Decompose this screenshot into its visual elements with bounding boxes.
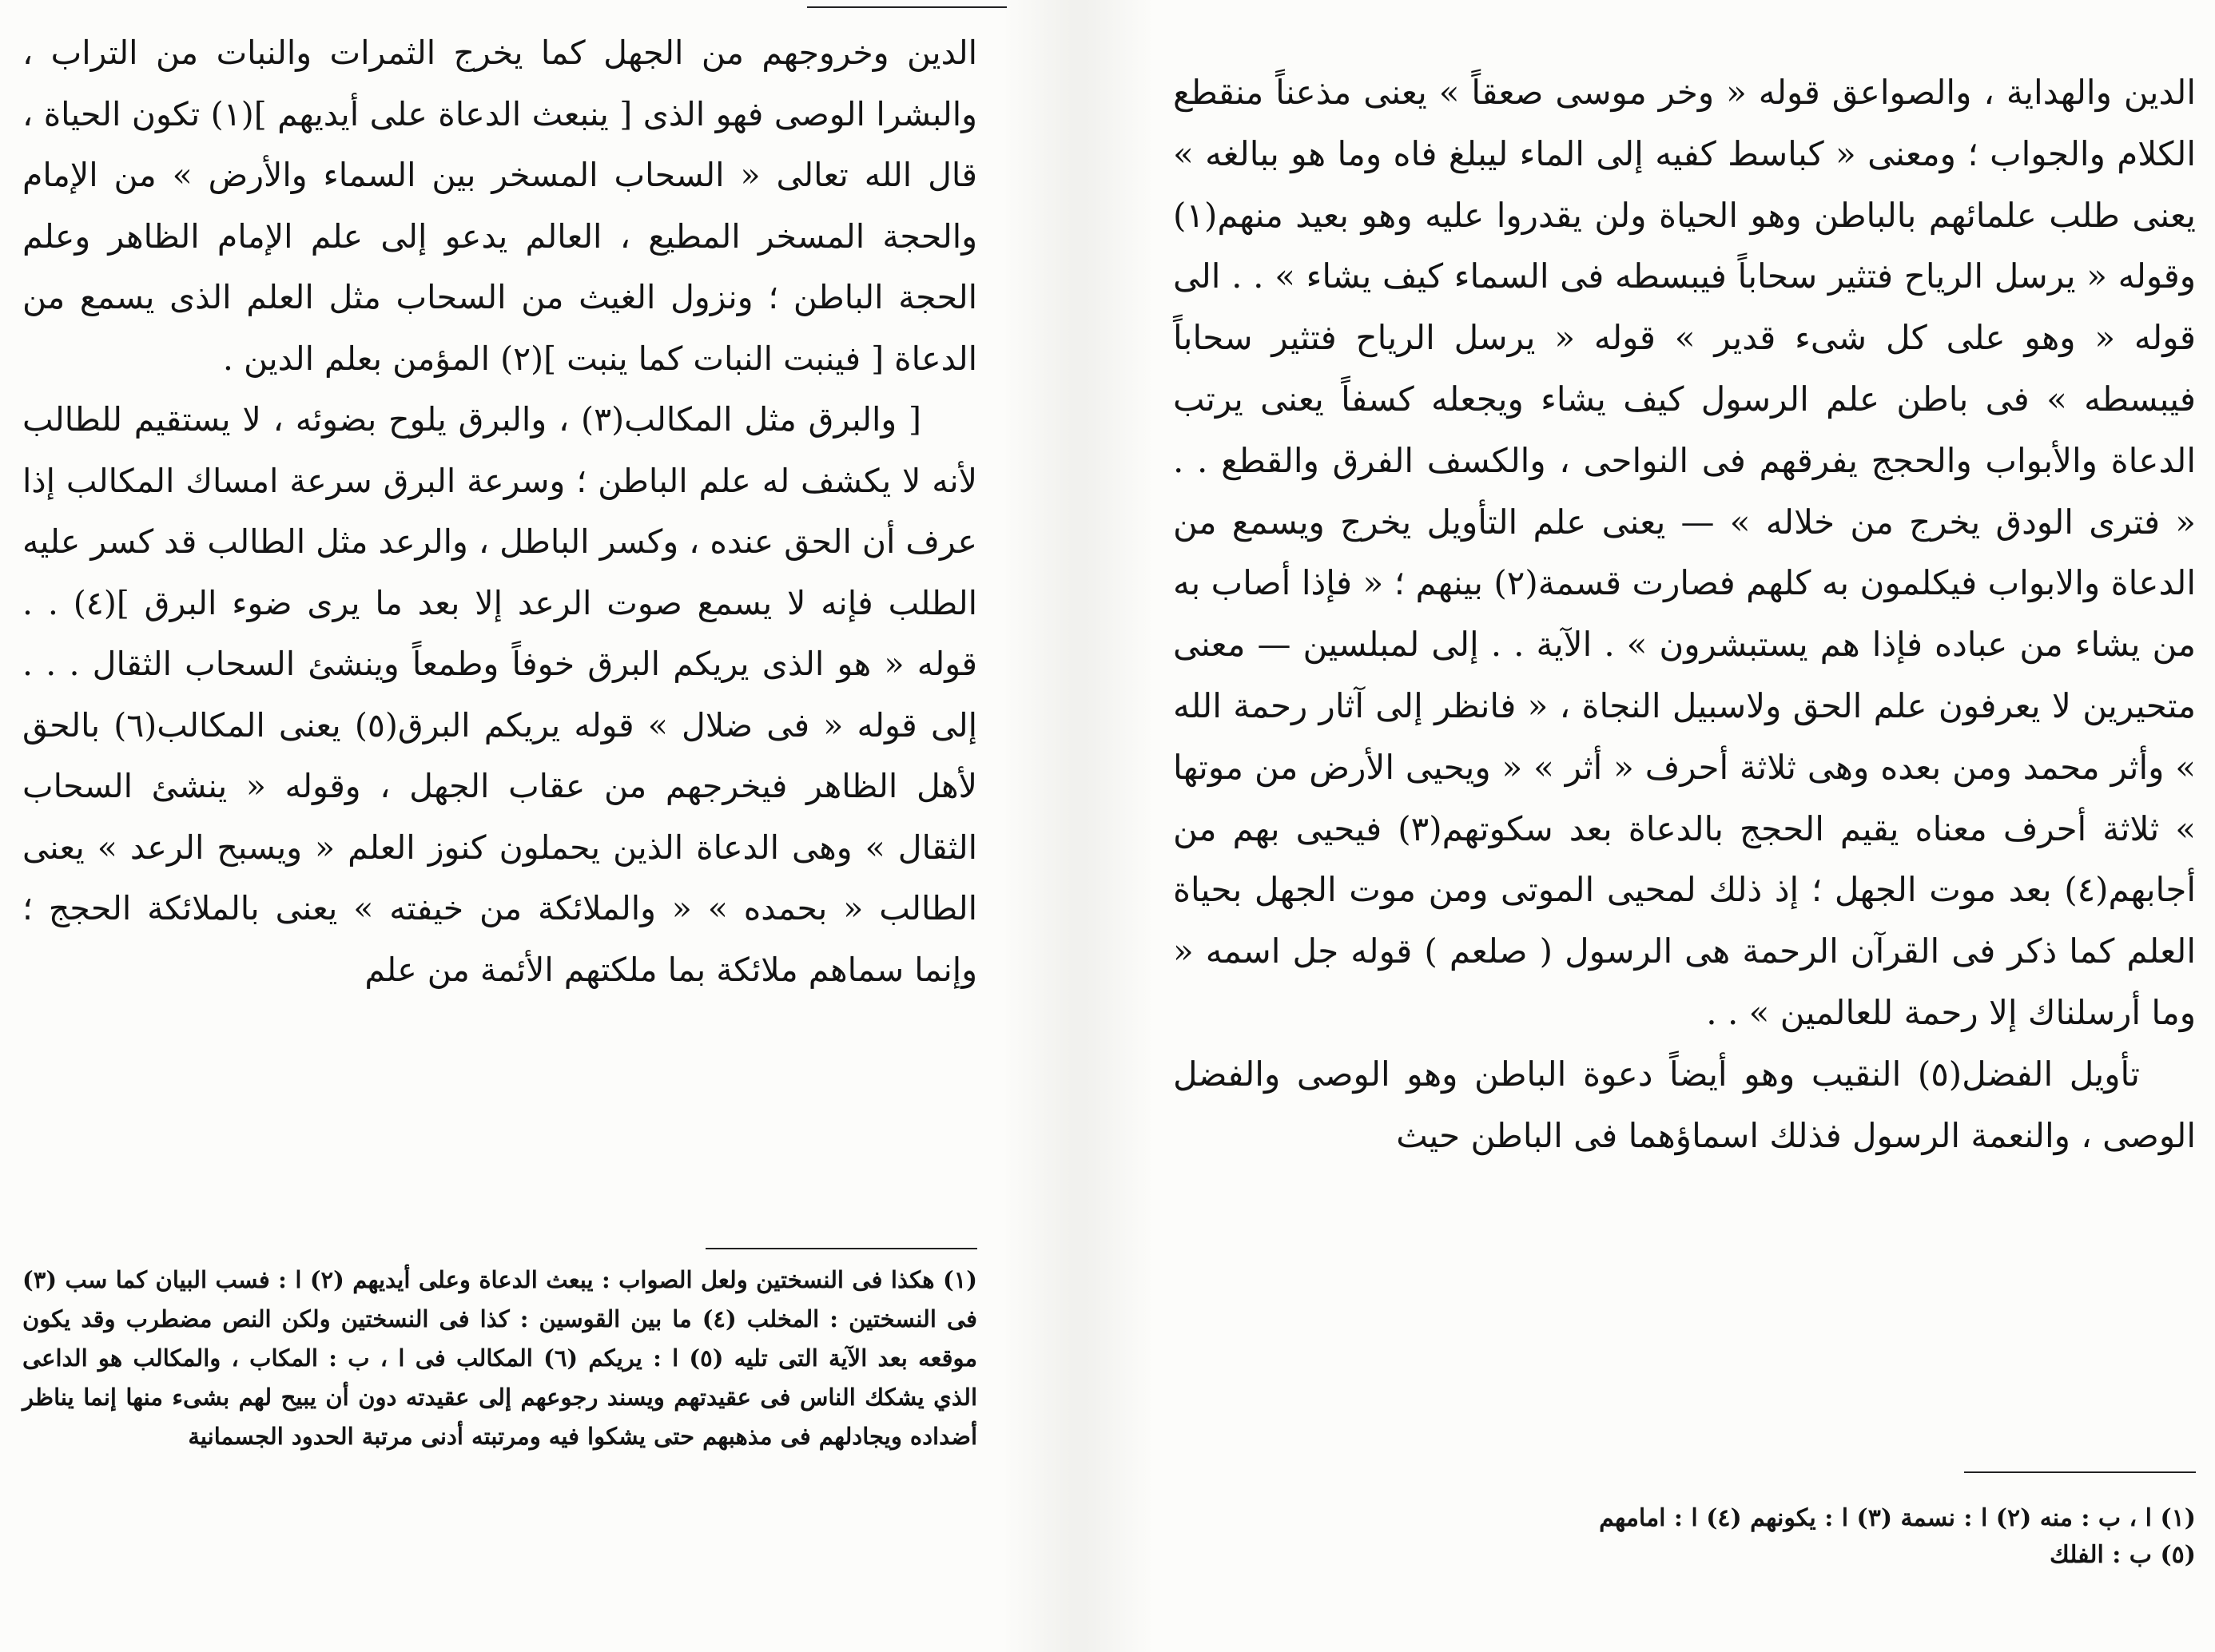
right-footnote-rule	[1964, 1471, 2196, 1473]
right-paragraph-2: تأويل الفضل(٥) النقيب وهو أيضاً دعوة الباطن وهو الوصى والفضل الوصى ، والنعمة الرسول فذلك اسماؤهما فى الباطن حيث	[1173, 1054, 2196, 1155]
right-paragraph-1: الدين والهداية ، والصواعق قوله « وخر موسى صعقاً » يعنى مذعناً منقطع الكلام والجواب ؛ ومعنى « كباسط كفيه إلى الماء ليبلغ فاه وما هو ببالغه » يعنى طلب علمائهم بالباطن وهو الحياة ولن يقدروا عليه وهو بعيد منهم(١) وقوله « يرسل الرياح فتثير سحاباً فيبسطه فى السماء كيف يشاء » . . الى قوله « وهو على كل شىء قدير » قوله « يرسل الرياح فتثير سحاباً فيبسطه » فى باطن علم الرسول كيف يشاء ويجعله كسفاً يعنى يرتب الدعاة والأبواب والحجج يفرقهم فى النواحى ، والكسف الفرق والقطع . . « فترى الودق يخرج من خلاله » — يعنى علم التأويل يخرج ويسمع من الدعاة والابواب فيكلمون به كلهم فصارت قسمة(٢) بينهم ؛ « فإذا أصاب به من يشاء من عباده فإذا هم يستبشرون » . الآية . . إلى لمبلسين — معنى متحيرين لا يعرفون علم الحق ولاسبيل النجاة ، « فانظر إلى آثار رحمة الله » وأثر محمد ومن بعده وهى ثلاثة أحرف « أثر » « ويحيى الأرض من موتها » ثلاثة أحرف معناه يقيم الحجج بالدعاة بعد سكوتهم(٣) فيحيى بهم من أجابهم(٤) بعد موت الجهل ؛ إذ ذلك لمحيى الموتى ومن موت الجهل بحياة العلم كما ذكر فى القرآن الرحمة هى الرسول ( صلعم ) قوله جل اسمه « وما أرسلناك إلا رحمة للعالمين » . .	[1173, 73, 2197, 1032]
right-footnote-line-2: (٥) ب : الفلك	[2049, 1541, 2196, 1569]
left-paragraph-2: [ والبرق مثل المكالب(٣) ، والبرق يلوح بضوئه ، لا يستقيم للطالب لأنه لا يكشف له علم الباطن ؛ وسرعة البرق سرعة امساك المكالب إذا عرف أن الحق عنده ، وكسر الباطل ، والرعد مثل الطالب قد كسر عليه الطلب فإنه لا يسمع صوت الرعد إلا بعد ما يرى ضوء البرق ](٤) . . قوله « هو الذى يريكم البرق خوفاً وطمعاً وينشئ السحاب الثقال . . . إلى قوله « فى ضلال » قوله يريكم البرق(٥) يعنى المكالب(٦) بالحق لأهل الظاهر فيخرجهم من عقاب الجهل ، وقوله « ينشئ السحاب الثقال » وهى الدعاة الذين يحملون كنوز العلم « ويسبح الرعد » يعنى الطالب « بحمده » « والملائكة من خيفته » يعنى بالملائكة الحجج ؛ وإنما سماهم ملائكة بما ملكتهم الأئمة من علم	[22, 400, 978, 989]
book-gutter	[1002, 0, 1154, 1652]
right-footnotes	[1173, 1500, 2196, 1574]
left-footnote-rule	[706, 1248, 977, 1249]
left-footnote-text: (١) هكذا فى النسختين ولعل الصواب : يبعث الدعاة وعلى أيديهم (٢) ا : فسب البيان كما سب (٣) فى النسختين : المخلب (٤) ما بين القوسين : كذا فى النسختين ولكن النص مضطرب وقد يكون موقعه بعد الآية التى تليه (٥) ا : يريكم (٦) المكالب فى ا ، ب : المكاب ، والمكالب هو الداعى الذي يشكك الناس فى عقيدتهم ويسند رجوعهم إلى عقيدته دون أن يبيح لهم بشىء منها إنما يناظر أضداده ويجادلهم فى مذهبهم حتى يشكوا فيه ومرتبته أدنى مرتبة الحدود الجسمانية	[22, 1266, 977, 1450]
left-paragraph-1: الدين وخروجهم من الجهل كما يخرج الثمرات والنبات من التراب ، والبشرا الوصى فهو الذى [ ينبعث الدعاة على أيديهم ](١) تكون الحياة ، قال الله تعالى « السحاب المسخر بين السماء والأرض » من الإمام والحجة المسخر المطيع ، العالم يدعو إلى علم الإمام الظاهر وعلم الحجة الباطن ؛ ونزول الغيث من السحاب مثل العلم الذى يسمع من الدعاة [ فينبت النبات كما ينبت ](٢) المؤمن بعلم الدين .	[22, 34, 977, 378]
right-page	[1173, 0, 2196, 1652]
left-page-body	[22, 22, 977, 1000]
left-footnotes	[22, 1261, 977, 1456]
right-footnote-line-1: (١) ا ، ب : منه (٢) ا : نسمة (٣) ا : يكونهم (٤) ا : امامهم	[1599, 1504, 2196, 1532]
right-page-body	[1173, 62, 2196, 1166]
left-page	[22, 0, 977, 1652]
